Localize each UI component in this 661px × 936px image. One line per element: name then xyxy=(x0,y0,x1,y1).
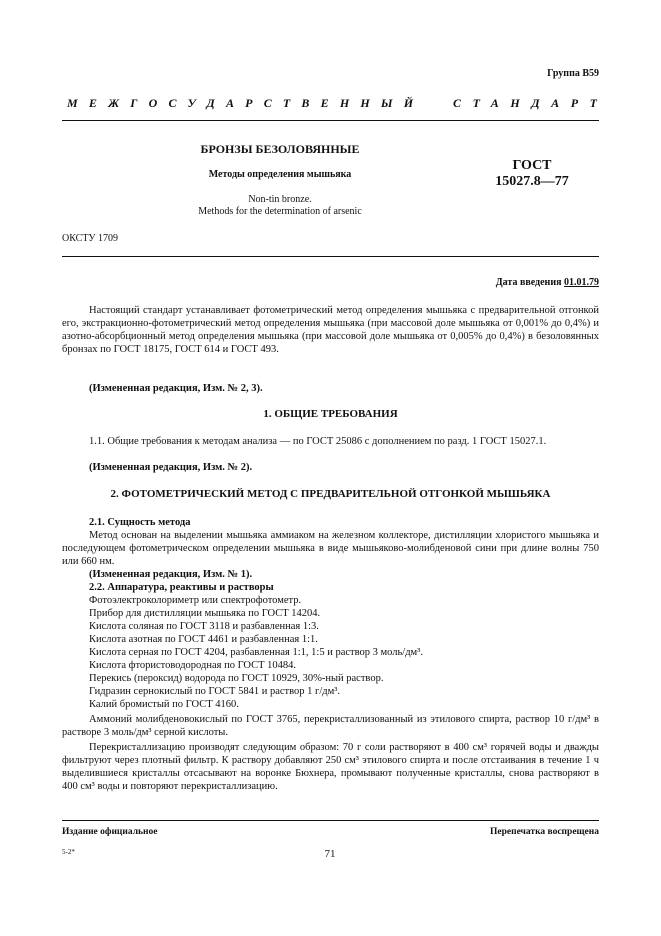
banner-interstate: МЕЖГОСУДАРСТВЕННЫЙ xyxy=(67,96,425,110)
footer-official-edition: Издание официальное xyxy=(62,827,158,837)
section-1-paragraph: 1.1. Общие требования к методам анализа — по ГОСТ 25086 с дополнением по разд. 1 ГОСТ 15027.1. xyxy=(89,436,547,447)
reagent-item: Кислота фтористоводородная по ГОСТ 10484. xyxy=(89,660,297,671)
reagent-item: Кислота азотная по ГОСТ 4461 и разбавленная 1:1. xyxy=(89,634,318,645)
intro-paragraph: Настоящий стандарт устанавливает фотометрический метод определения мышьяка с предварительной отгонкой его, экстракционно-фотометрический метод определения мышьяка (при массовой доле мышьяка от 0,001% до 0,4%) и азотно-абсорбционный метод определения мышьяка (при массовой доле мышьяка от 0,005% до 0,4%) в безоловянных бронзах по ГОСТ 18175, ГОСТ 614 и ГОСТ 493. xyxy=(62,305,599,355)
gost-label: ГОСТ xyxy=(512,158,552,173)
document-subtitle: Методы определения мышьяка xyxy=(208,169,352,180)
reagent-item: Фотоэлектроколориметр или спектрофотометр. xyxy=(89,595,302,606)
title-block-rule xyxy=(62,256,599,257)
reagent-item: Кислота серная по ГОСТ 4204, разбавленная 1:1, 1:5 и раствор 3 моль/дм³. xyxy=(89,647,423,658)
reagent-item: Перекись (пероксид) водорода по ГОСТ 10929, 30%-ный раствор. xyxy=(89,673,384,684)
ammonium-paragraph: Аммоний молибденовокислый по ГОСТ 3765, перекристаллизованный из этилового спирта, раствор 10 г/дм³ в растворе 3 моль/дм³ серной кислоты. xyxy=(62,714,599,738)
page-number: 71 xyxy=(324,848,336,860)
group-code: Группа В59 xyxy=(547,68,599,79)
reagent-item: Калий бромистый по ГОСТ 4160. xyxy=(89,699,239,710)
reagent-item: Гидразин сернокислый по ГОСТ 5841 и раствор 1 г/дм³. xyxy=(89,686,340,697)
date-value: 01.01.79 xyxy=(564,277,599,288)
document-title: БРОНЗЫ БЕЗОЛОВЯННЫЕ xyxy=(200,142,360,156)
oksty-code: ОКСТУ 1709 xyxy=(62,233,119,244)
effective-date xyxy=(496,277,599,288)
banner-standard: СТАНДАРТ xyxy=(453,96,609,110)
recrystallization-paragraph: Перекристаллизацию производят следующим образом: 70 г соли растворяют в 400 см³ горячей воды и дважды фильтруют через плотный фильтр. К раствору добавляют 250 см³ этилового спирта и после отстаивания в течение 1 ч выделившиеся кристаллы отсасывают на воронке Бюхнера, промывают полученные кристаллы, снова растворяют в 400 см³ воды и повторяют перекристаллизацию. xyxy=(62,742,599,792)
reagent-item: Кислота соляная по ГОСТ 3118 и разбавленная 1:3. xyxy=(89,621,319,632)
section-2-heading: 2. ФОТОМЕТРИЧЕСКИЙ МЕТОД С ПРЕДВАРИТЕЛЬНОЙ ОТГОНКОЙ МЫШЬЯКА xyxy=(110,488,551,500)
print-mark: 5-2* xyxy=(62,848,75,856)
reagent-item: Прибор для дистилляции мышьяка по ГОСТ 14204. xyxy=(89,608,321,619)
english-title-line1: Non-tin bronze. xyxy=(248,194,312,205)
subsection-2-1-heading: 2.1. Сущность метода xyxy=(89,517,191,528)
section-1-heading: 1. ОБЩИЕ ТРЕБОВАНИЯ xyxy=(263,408,398,420)
intro-revision: (Измененная редакция, Изм. № 2, 3). xyxy=(89,383,263,394)
footer-rule xyxy=(62,820,599,821)
english-title-line2: Methods for the determination of arsenic xyxy=(198,206,362,217)
method-paragraph: Метод основан на выделении мышьяка аммиаком на железном коллекторе, дистилляции хлористого мышьяка и последующем фотометрическом определении мышьяка в виде мышьяково-молибденовой сини при длине волны 750 или 660 нм. xyxy=(62,530,599,567)
method-revision: (Измененная редакция, Изм. № 1). xyxy=(89,569,253,580)
gost-code: 15027.8—77 xyxy=(495,174,569,189)
subsection-2-2-heading: 2.2. Аппаратура, реактивы и растворы xyxy=(89,582,274,593)
gost-number xyxy=(492,158,572,190)
footer-reprint-prohibited: Перепечатка воспрещена xyxy=(489,827,599,837)
section-1-revision: (Измененная редакция, Изм. № 2). xyxy=(89,462,253,473)
date-label: Дата введения xyxy=(495,277,562,288)
header-rule xyxy=(62,120,599,121)
